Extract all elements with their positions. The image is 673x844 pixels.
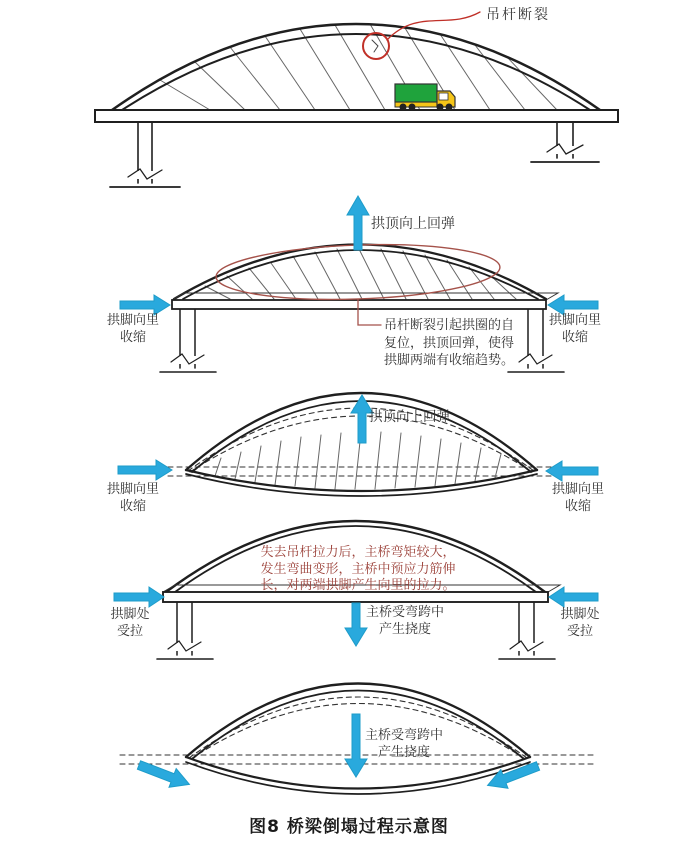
hanger-crack-mark: [372, 40, 378, 52]
left-tension-arrow-icon: [114, 587, 164, 607]
stage1-arch-inner: [122, 34, 590, 110]
stage2-arch-inner: [183, 250, 538, 299]
hanger-break-label: 吊杆断裂: [486, 7, 550, 23]
stage2-deck: [172, 300, 546, 309]
stage1-deck: [95, 110, 618, 122]
stage1-piers: [138, 122, 573, 183]
stage2-arch-outer: [174, 245, 546, 300]
left-inward-arrow-icon: [118, 460, 172, 480]
stage4-left-label: 拱脚处 受拉: [110, 607, 150, 639]
stage5-diagram: [120, 684, 596, 795]
stage1-hangers: [160, 24, 557, 110]
stage2-diagram: [120, 196, 598, 372]
stage3-left-label: 拱脚向里 收缩: [106, 482, 159, 514]
stage3-diagram: [118, 393, 598, 496]
stage4-note: 失去吊杆拉力后，主桥弯矩较大， 发生弯曲变形，主桥中预应力筋伸 长，对两端拱脚产生向里的拉力。: [260, 545, 456, 593]
figure-caption: 图8 桥梁倒塌过程示意图: [249, 817, 449, 837]
right-inward-arrow-icon: [546, 461, 598, 481]
left-slide-arrow-icon: [135, 756, 193, 794]
stage5-mid-label: 主桥受弯跨中 产生挠度: [364, 728, 443, 760]
stage3-crown-label: 拱顶向上回弹: [369, 409, 450, 425]
stage1-arch-outer: [112, 24, 600, 110]
stage4-right-label: 拱脚处 受拉: [560, 607, 600, 639]
stage2-crown-label: 拱顶向上回弹: [371, 216, 455, 232]
stage2-note: 吊杆断裂引起拱圈的自 复位，拱顶回弹，使得 拱脚两端有收缩趋势。: [384, 318, 515, 368]
stage3-right-label: 拱脚向里 收缩: [551, 482, 604, 514]
truck-icon: [395, 84, 455, 111]
stage3-sag-deck-top: [186, 470, 537, 491]
hanger-break-circle: [363, 33, 389, 59]
stage1-diagram: [95, 12, 618, 187]
crown-up-arrow-icon: [347, 196, 369, 250]
stage2-hangers: [205, 249, 516, 299]
stage2-left-label: 拱脚向里 收缩: [106, 313, 159, 345]
right-tension-arrow-icon: [549, 587, 598, 607]
stage2-right-label: 拱脚向里 收缩: [548, 313, 601, 345]
stage4-mid-label: 主桥受弯跨中 产生挠度: [365, 605, 444, 637]
stage3-sag-deck-bottom: [186, 474, 537, 496]
